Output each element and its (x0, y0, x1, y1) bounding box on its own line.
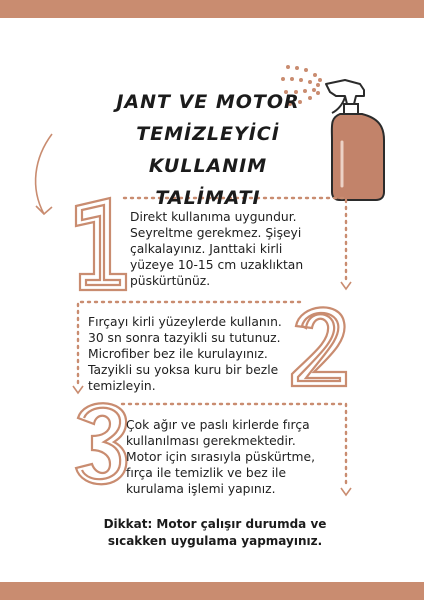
step-3-number-icon (76, 403, 126, 484)
step-2-number-icon (292, 307, 346, 386)
step-3-text: Çok ağır ve paslı kirlerde fırça kullanılması gerekmektedir. Motor için sırasıyla püskürtme, fırça ile temizlik ve bez ile kurulama işlemi yapınız. (126, 418, 315, 496)
warning-text: Dikkat: Motor çalışır durumda ve sıcakken uygulama yapmayınız. (103, 517, 327, 548)
title-line-2: TEMİZLEYİCİ (136, 123, 280, 145)
step-1-text: Direkt kullanıma uygundur. Seyreltme gerekmez. Şişeyi çalkalayınız. Janttaki kirli yüzeye 10-15 cm uzaklıktan püskürtünüz. (130, 210, 304, 288)
title-line-3: KULLANIM TALİMATI (148, 155, 268, 209)
bottom-accent-bar (0, 582, 424, 600)
title-line-1: JANT VE MOTOR (116, 91, 300, 113)
step-2-text: Fırçayı kirli yüzeylerde kullanın. 30 sn sonra tazyikli su tutunuz. Microfiber bez ile kurulayınız. Tazyikli su yoksa kuru bir bezle temizleyin. (88, 315, 282, 393)
curved-arrow-icon (36, 134, 52, 214)
